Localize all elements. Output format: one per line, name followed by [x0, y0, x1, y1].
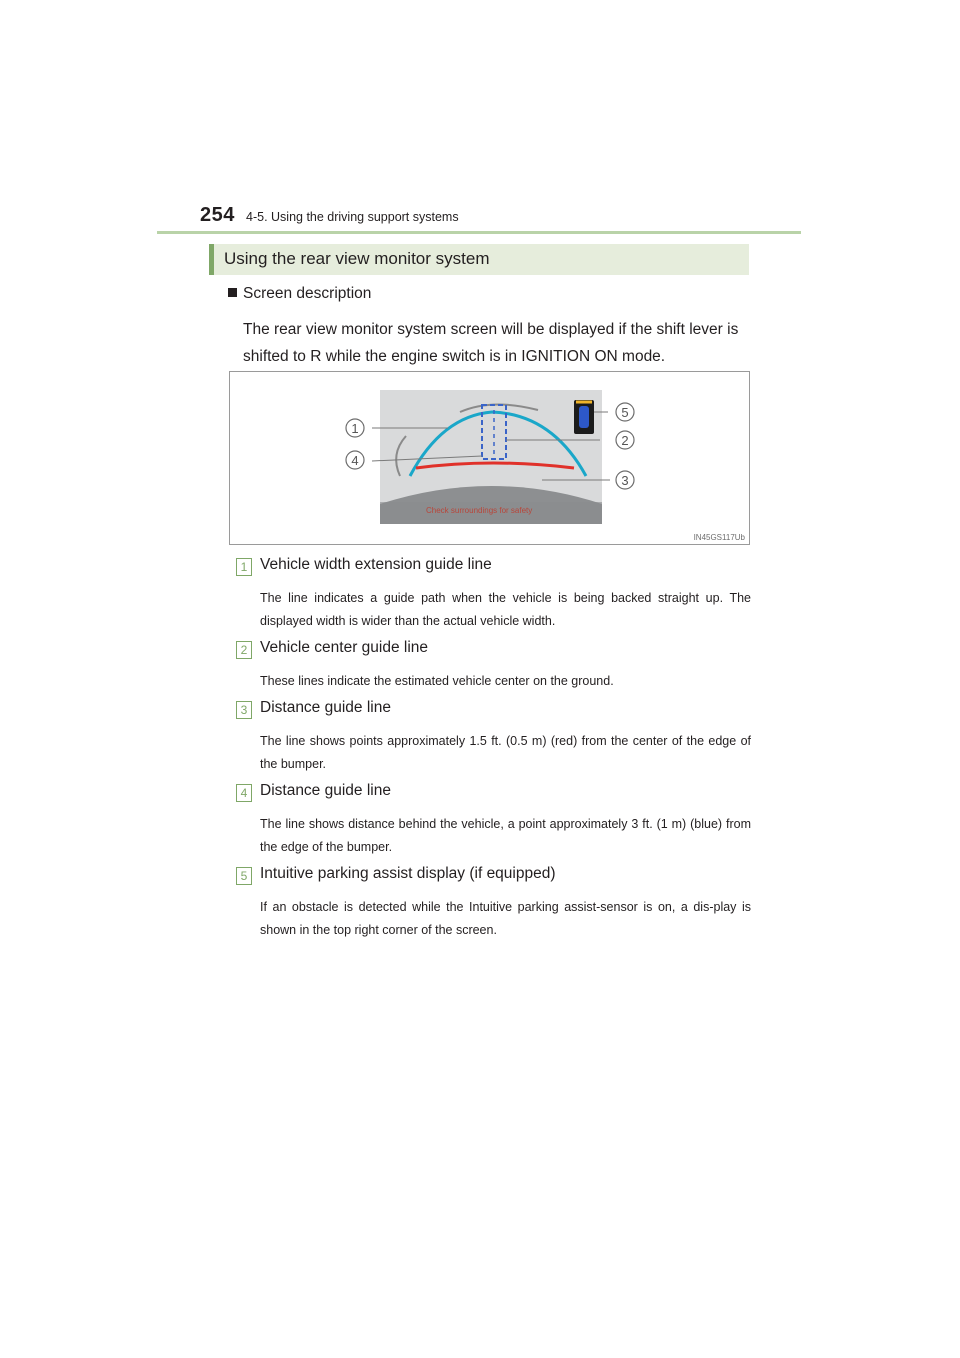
monitor-illustration [230, 372, 749, 544]
subsection-title: Screen description [243, 285, 372, 302]
page-number: 254 [200, 204, 235, 226]
item-description: If an obstacle is detected while the Intuitive parking assist-sensor is on, a dis-play is shown in the top right corner of the screen. [260, 900, 751, 937]
item-number-badge: 1 [236, 558, 252, 576]
square-bullet-icon [228, 288, 237, 297]
item-title: Vehicle center guide line [260, 639, 429, 656]
intro-paragraph: The rear view monitor system screen will be displayed if the shift lever is shifted to R while the engine switch is in IGNITION ON mode. [243, 321, 739, 365]
subsection-heading [228, 285, 371, 303]
callout-label-2: 2 [621, 433, 629, 448]
item-title: Intuitive parking assist display (if equipped) [260, 865, 556, 882]
item-description: These lines indicate the estimated vehicle center on the ground. [260, 674, 614, 688]
page-header [200, 204, 800, 234]
callout-label-3: 3 [621, 473, 629, 488]
chapter-title: 4-5. Using the driving support systems [246, 210, 459, 224]
item-title: Distance guide line [260, 699, 391, 716]
item-title: Vehicle width extension guide line [260, 556, 492, 573]
item-description: The line shows points approximately 1.5 ft. (0.5 m) (red) from the center of the edge of the bumper. [260, 734, 751, 771]
item-number-badge: 3 [236, 701, 252, 719]
item-description: The line indicates a guide path when the vehicle is being backed straight up. The displayed width is wider than the actual vehicle width. [260, 591, 751, 628]
callout-label-4: 4 [351, 453, 359, 468]
item-number-badge: 4 [236, 784, 252, 802]
header-divider [157, 231, 801, 234]
callout-label-5: 5 [621, 405, 629, 420]
section-heading [209, 244, 749, 275]
screen-warning-text: Check surroundings for safety [426, 506, 533, 515]
item-description: The line shows distance behind the vehicle, a point approximately 3 ft. (1 m) (blue) from the edge of the bumper. [260, 817, 751, 854]
item-number-badge: 2 [236, 641, 252, 659]
callout-label-1: 1 [351, 421, 359, 436]
rear-view-monitor-figure [229, 371, 750, 545]
car-icon [579, 406, 589, 428]
item-number-badge: 5 [236, 867, 252, 885]
section-title: Using the rear view monitor system [224, 249, 490, 268]
item-title: Distance guide line [260, 782, 391, 799]
figure-code: IN45GS117Ub [693, 533, 745, 542]
